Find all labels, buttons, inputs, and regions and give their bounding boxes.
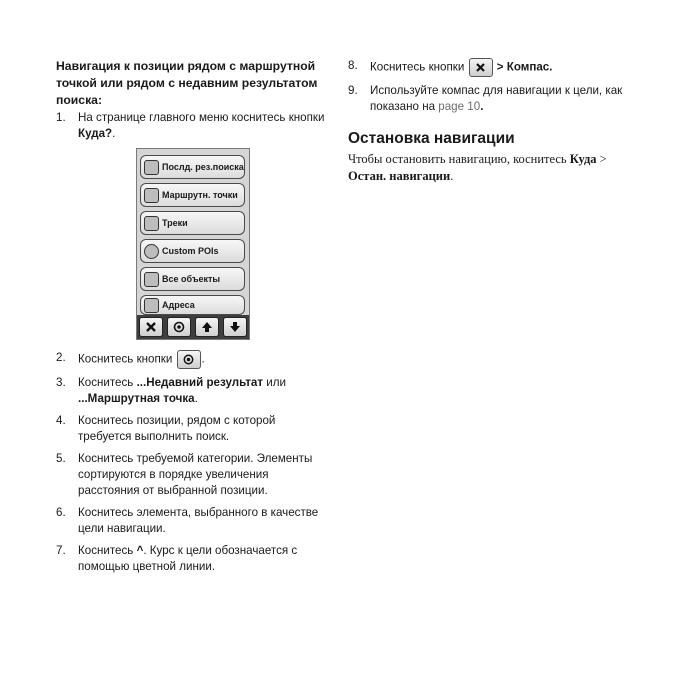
step-9: [348, 83, 624, 115]
step-text: Коснитесь требуемой категории. Элементы сортируются в порядке увеличения расстояния от выбранной позиции.: [78, 452, 313, 497]
arrow-down-icon: [229, 321, 241, 333]
close-icon: [475, 62, 486, 73]
scroll-down-button[interactable]: [223, 317, 247, 337]
step-4: [56, 413, 328, 445]
step-text: Коснитесь позиции, рядом с которой требуется выполнить поиск.: [78, 414, 276, 443]
step-text: [370, 58, 624, 77]
waypoint-label: ...Маршрутная точка: [78, 392, 195, 405]
step-text: [78, 350, 328, 369]
custom-poi-icon: [144, 244, 159, 259]
step-text-part: или: [263, 376, 287, 389]
scroll-up-button[interactable]: [195, 317, 219, 337]
tracks-icon: [144, 216, 159, 231]
close-icon: [145, 321, 157, 333]
step-text: Коснитесь элемента, выбранного в качестве цели навигации.: [78, 506, 319, 535]
step-text-part: Коснитесь: [78, 544, 137, 557]
section-heading: Навигация к позиции рядом с маршрутной точкой или рядом с недавним результатом поиска:: [56, 59, 318, 107]
step-number: 8.: [348, 59, 358, 72]
step-number: 7.: [56, 544, 66, 557]
step-2: [56, 350, 328, 369]
step-5: [56, 451, 328, 499]
menu-item-label: Custom POIs: [162, 246, 219, 256]
menu-item-label: Маршрутн. точки: [162, 190, 238, 200]
close-button-ref: [469, 58, 493, 77]
step-number: 4.: [56, 414, 66, 427]
step-text-part: Коснитесь кнопки: [78, 352, 176, 366]
search-near-icon: [183, 354, 194, 365]
step-text-tail: . Курс к цели обозначается с помощью цветной линии.: [78, 544, 298, 573]
menu-item-recent-results[interactable]: [140, 155, 245, 179]
step-7: [56, 543, 328, 575]
compass-label: Компас: [506, 60, 550, 74]
step-8: [348, 58, 624, 77]
search-results-icon: [144, 160, 159, 175]
step-1: [56, 110, 328, 142]
step-number: 3.: [56, 376, 66, 389]
search-near-button-ref: [177, 350, 201, 369]
step-text-tail: .: [201, 352, 205, 366]
where-to-label: Куда: [569, 152, 597, 166]
menu-item-label: Послд. рез.поиска: [162, 162, 244, 172]
recent-result-label: ...Недавний результат: [136, 376, 264, 389]
menu-item-tracks[interactable]: [140, 211, 245, 235]
para-separator: >: [596, 152, 607, 166]
step-text-part: Коснитесь кнопки: [370, 60, 468, 74]
menu-item-all-objects[interactable]: [140, 267, 245, 291]
close-button[interactable]: [139, 317, 163, 337]
step-text: [370, 83, 624, 115]
page-link[interactable]: page 10: [438, 100, 481, 113]
stop-navigation-paragraph: [348, 151, 624, 185]
menu-item-label: Треки: [162, 218, 188, 228]
stop-navigation-heading: Остановка навигации: [348, 130, 515, 147]
device-screenshot: [136, 148, 250, 340]
left-column: [56, 58, 328, 581]
menu-item-label: Адреса: [162, 300, 195, 310]
step-number: 2.: [56, 351, 66, 364]
step-number: 5.: [56, 452, 66, 465]
step-text-tail: .: [549, 60, 553, 74]
device-button-bar: [137, 315, 249, 339]
stop-navigation-label: Остан. навигации: [348, 169, 451, 183]
menu-item-custom-pois[interactable]: [140, 239, 245, 263]
right-column: [348, 58, 624, 185]
step-text: [78, 110, 328, 142]
para-text-part: Чтобы остановить навигацию, коснитесь: [348, 152, 570, 166]
step-text-tail: .: [480, 100, 484, 113]
step-text-tail: .: [112, 127, 116, 140]
step-text: [78, 543, 328, 575]
search-near-button[interactable]: [167, 317, 191, 337]
step-number: 6.: [56, 506, 66, 519]
search-near-icon: [173, 321, 185, 333]
step-3: [56, 375, 328, 407]
step-text-tail: .: [194, 392, 198, 405]
waypoint-flag-icon: [144, 188, 159, 203]
where-to-label: Куда?: [78, 127, 113, 140]
step-6: [56, 505, 328, 537]
step-text: [78, 375, 328, 407]
menu-item-label: Все объекты: [162, 274, 221, 284]
para-text-tail: .: [450, 169, 454, 183]
step-text-part: На странице главного меню коснитесь кнопки: [78, 111, 325, 124]
menu-item-addresses[interactable]: [140, 295, 245, 315]
all-objects-icon: [144, 272, 159, 287]
menu-item-waypoints[interactable]: [140, 183, 245, 207]
addresses-icon: [144, 298, 159, 313]
arrow-up-icon: [201, 321, 213, 333]
step-separator: >: [493, 60, 507, 74]
step-text-part: Используйте компас для навигации к цели, как показано на: [370, 84, 623, 113]
step-text-part: Коснитесь: [78, 376, 137, 389]
go-symbol: ^: [136, 544, 144, 557]
step-number: 1.: [56, 111, 66, 124]
step-number: 9.: [348, 84, 358, 97]
